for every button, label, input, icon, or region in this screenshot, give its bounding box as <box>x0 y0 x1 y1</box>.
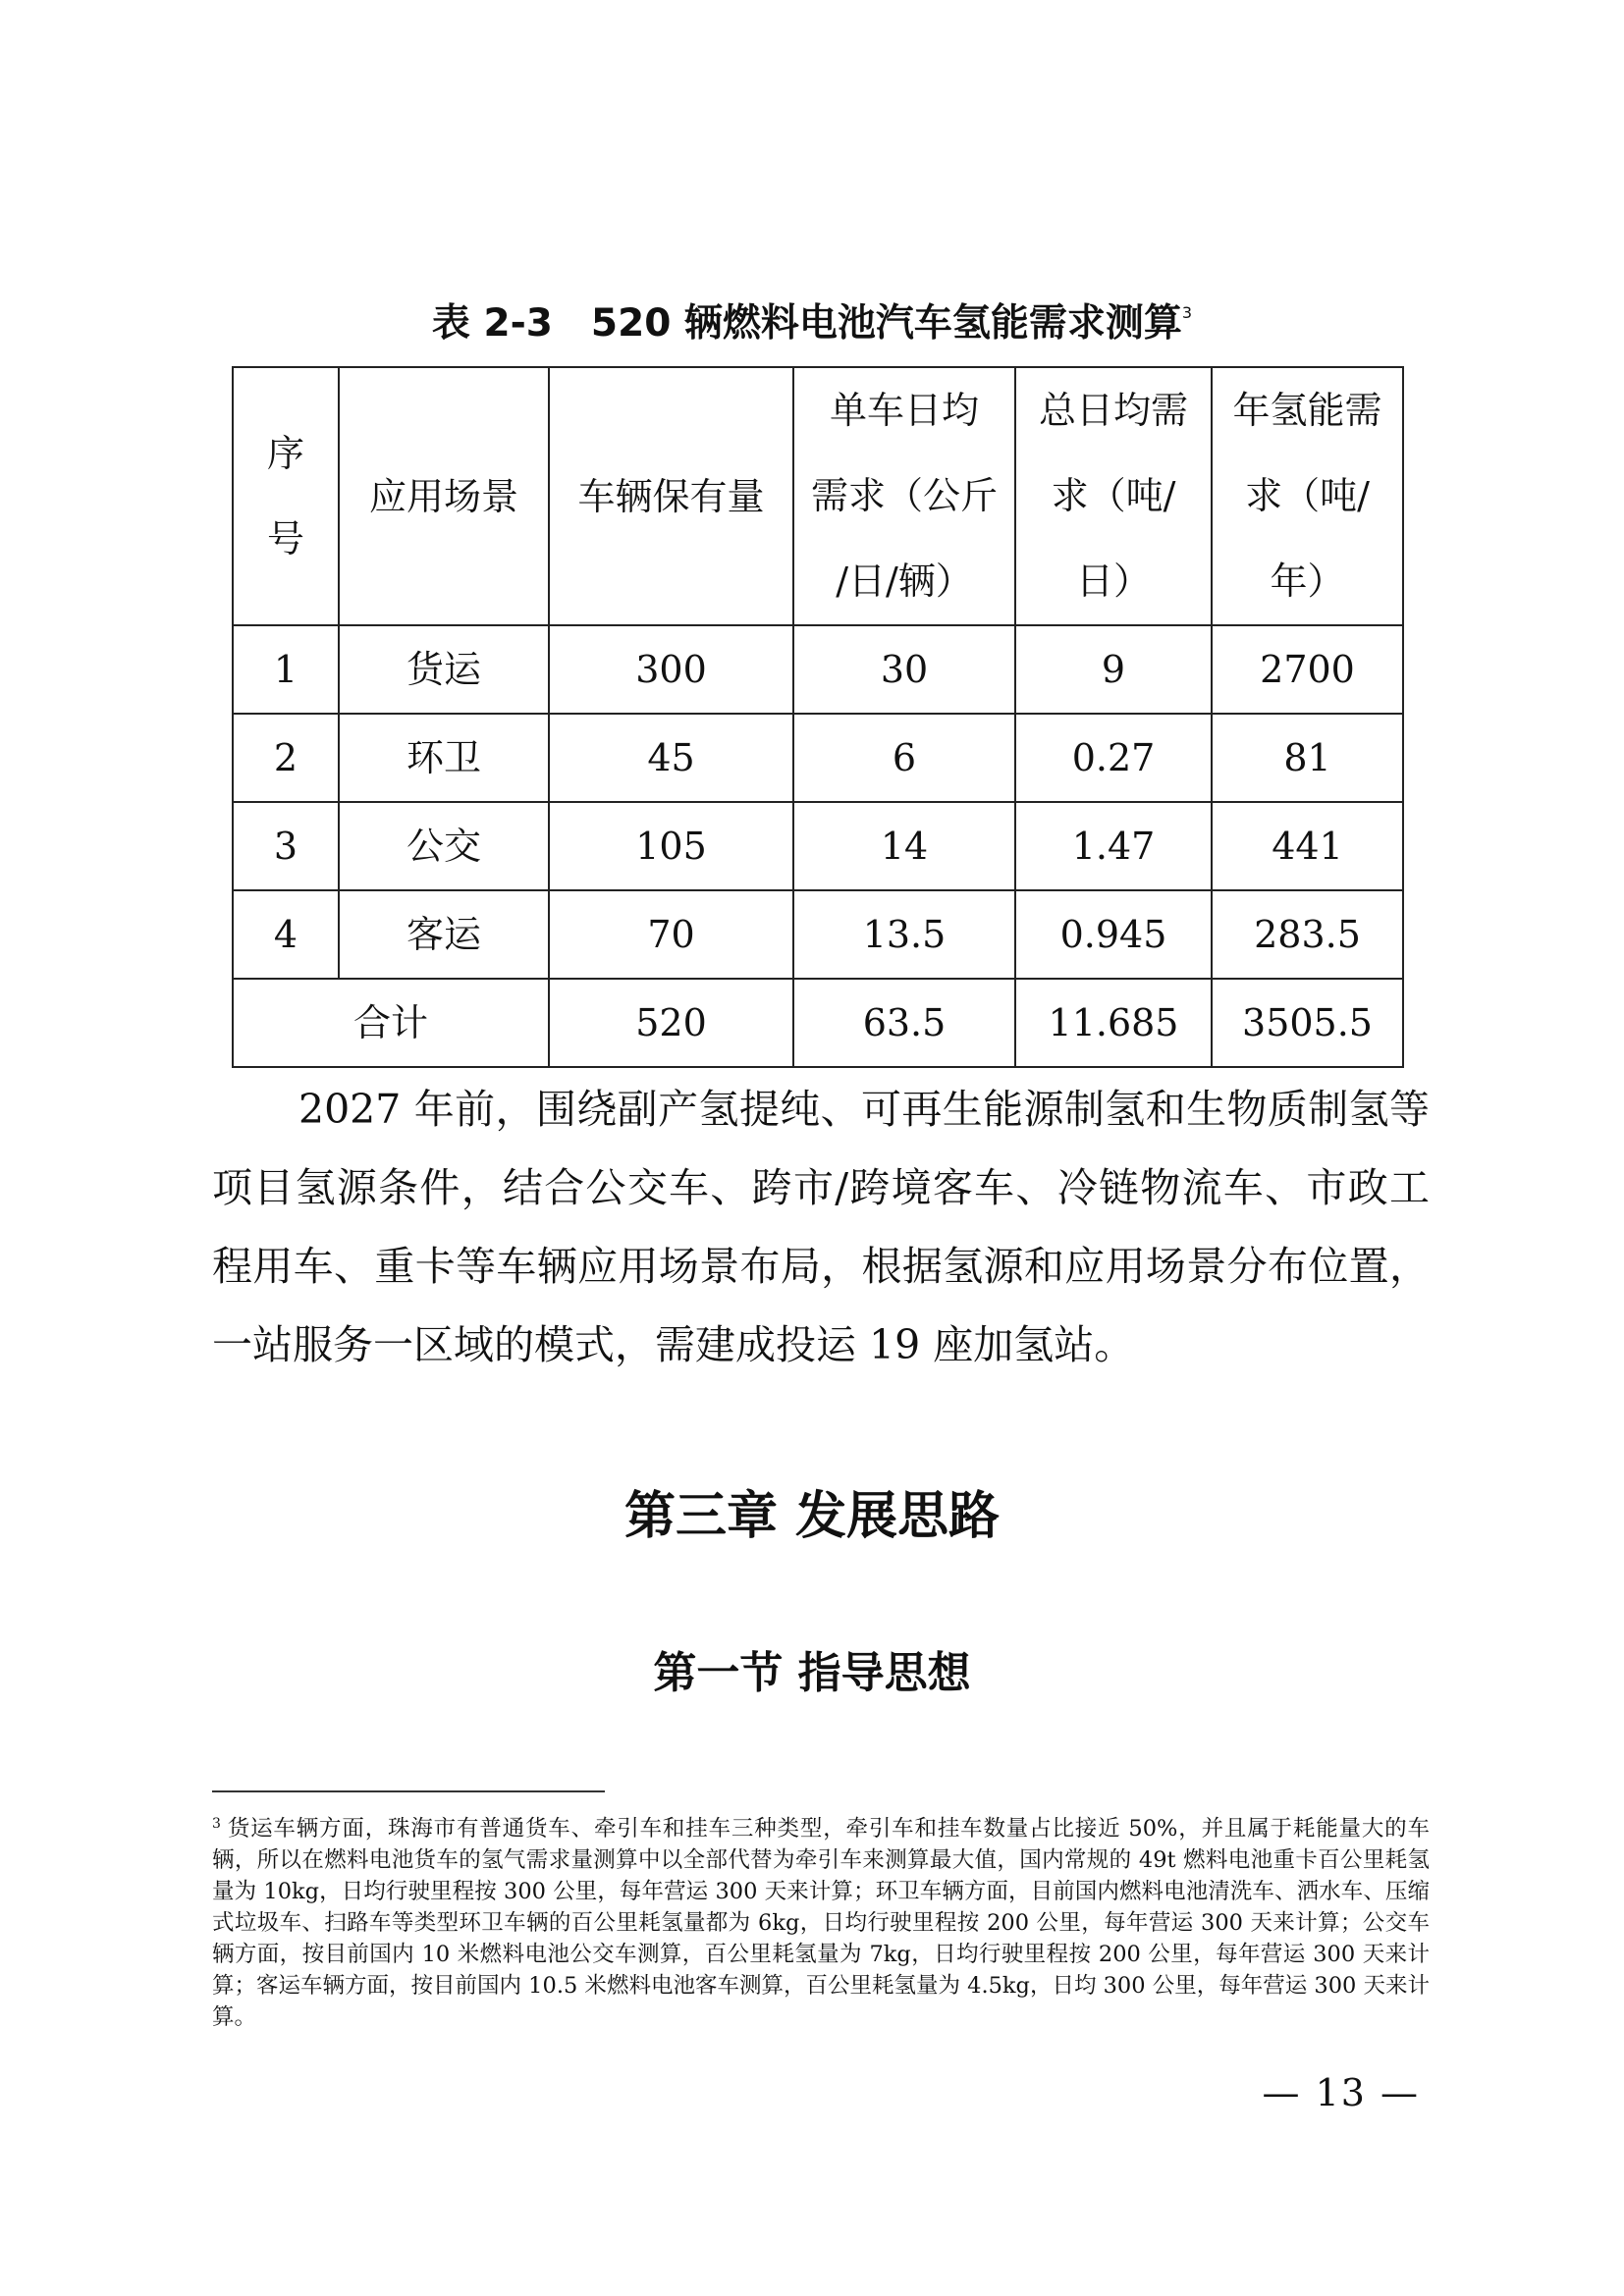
cell-index: 1 <box>233 625 339 714</box>
cell-scene: 公交 <box>339 802 549 890</box>
header-index <box>233 367 339 625</box>
cell-total-annual: 3505.5 <box>1212 979 1403 1067</box>
footnote-marker: 3 <box>212 1816 221 1832</box>
footnote-reference[interactable]: 3 <box>1181 303 1193 322</box>
cell-index: 4 <box>233 890 339 979</box>
header-annual-line-3: 年） <box>1270 560 1345 603</box>
header-per-vehicle-line-1: 单车日均 <box>829 389 979 432</box>
table-row <box>233 890 1403 979</box>
table-caption <box>0 293 1624 347</box>
cell-annual: 2700 <box>1212 625 1403 714</box>
section-title: 第一节 指导思想 <box>653 1648 971 1698</box>
cell-total-vehicles: 520 <box>549 979 793 1067</box>
cell-per-vehicle: 13.5 <box>793 890 1015 979</box>
cell-scene: 货运 <box>339 625 549 714</box>
body-paragraph-text: 2027 年前，围绕副产氢提纯、可再生能源制氢和生物质制氢等项目氢源条件，结合公交车、跨市/跨境客车、冷链物流车、市政工程用车、重卡等车辆应用场景布局，根据氢源和应用场景分布位置，一站服务一区域的模式，需建成投运 19 座加氢站。 <box>212 1086 1430 1368</box>
table-total-row <box>233 979 1403 1067</box>
chapter-title: 第三章 发展思路 <box>623 1487 1001 1546</box>
cell-daily-total: 1.47 <box>1015 802 1212 890</box>
header-index-line-1: 序 <box>266 431 304 475</box>
cell-index: 3 <box>233 802 339 890</box>
table-row <box>233 714 1403 802</box>
header-per-vehicle-line-2: 需求（公斤 <box>810 474 998 517</box>
header-annual-line-2: 求（吨/ <box>1245 474 1370 517</box>
cell-per-vehicle: 6 <box>793 714 1015 802</box>
cell-vehicles: 105 <box>549 802 793 890</box>
cell-scene: 客运 <box>339 890 549 979</box>
header-index-line-2: 号 <box>266 516 304 561</box>
cell-annual: 81 <box>1212 714 1403 802</box>
table-caption-text: 表 2-3 520 辆燃料电池汽车氢能需求测算 <box>431 301 1182 346</box>
cell-total-daily: 11.685 <box>1015 979 1212 1067</box>
footnote <box>212 1808 1430 2033</box>
table-header-row <box>233 367 1403 625</box>
cell-daily-total: 9 <box>1015 625 1212 714</box>
cell-daily-total: 0.945 <box>1015 890 1212 979</box>
cell-total-label: 合计 <box>233 979 549 1067</box>
header-annual-demand <box>1212 367 1403 625</box>
page-number: — 13 — <box>1262 2071 1420 2114</box>
cell-index: 2 <box>233 714 339 802</box>
footnote-text: 货运车辆方面，珠海市有普通货车、牵引车和挂车三种类型，牵引车和挂车数量占比接近 50%，并且属于耗能量大的车辆，所以在燃料电池货车的氢气需求量测算中以全部代替为牵引车来测算最大值，国内常规的 49t 燃料电池重卡百公里耗氢量为 10kg，日均行驶里程按 300 公里，每年营运 300 天来计算；环卫车辆方面，目前国内燃料电池清洗车、洒水车、压缩式垃圾车、扫路车等类型环卫车辆的百公里耗氢量都为 6kg，日均行驶里程按 200 公里，每年营运 300 天来计算；公交车辆方面，按目前国内 10 米燃料电池公交车测算，百公里耗氢量为 7kg，日均行驶里程按 200 公里，每年营运 300 天来计算；客运车辆方面，按目前国内 10.5 米燃料电池客车测算，百公里耗氢量为 4.5kg，日均 300 公里，每年营运 300 天来计算。 <box>212 1816 1430 2030</box>
table-row <box>233 802 1403 890</box>
body-paragraph <box>212 1070 1430 1384</box>
cell-vehicles: 45 <box>549 714 793 802</box>
cell-daily-total: 0.27 <box>1015 714 1212 802</box>
header-annual-line-1: 年氢能需 <box>1232 389 1382 432</box>
cell-total-per-vehicle: 63.5 <box>793 979 1015 1067</box>
header-per-vehicle-line-3: /日/辆） <box>836 560 973 603</box>
hydrogen-demand-table <box>232 366 1404 1068</box>
header-daily-total-line-3: 日） <box>1075 560 1151 603</box>
cell-per-vehicle: 30 <box>793 625 1015 714</box>
header-daily-total-line-1: 总日均需 <box>1038 389 1188 432</box>
cell-annual: 283.5 <box>1212 890 1403 979</box>
cell-vehicles: 70 <box>549 890 793 979</box>
header-daily-total-line-2: 求（吨/ <box>1051 474 1176 517</box>
header-vehicles: 车辆保有量 <box>549 367 793 625</box>
cell-per-vehicle: 14 <box>793 802 1015 890</box>
cell-scene: 环卫 <box>339 714 549 802</box>
header-per-vehicle-demand <box>793 367 1015 625</box>
cell-annual: 441 <box>1212 802 1403 890</box>
cell-vehicles: 300 <box>549 625 793 714</box>
footnote-divider <box>212 1790 605 1792</box>
table-row <box>233 625 1403 714</box>
header-scene: 应用场景 <box>339 367 549 625</box>
header-daily-total-demand <box>1015 367 1212 625</box>
